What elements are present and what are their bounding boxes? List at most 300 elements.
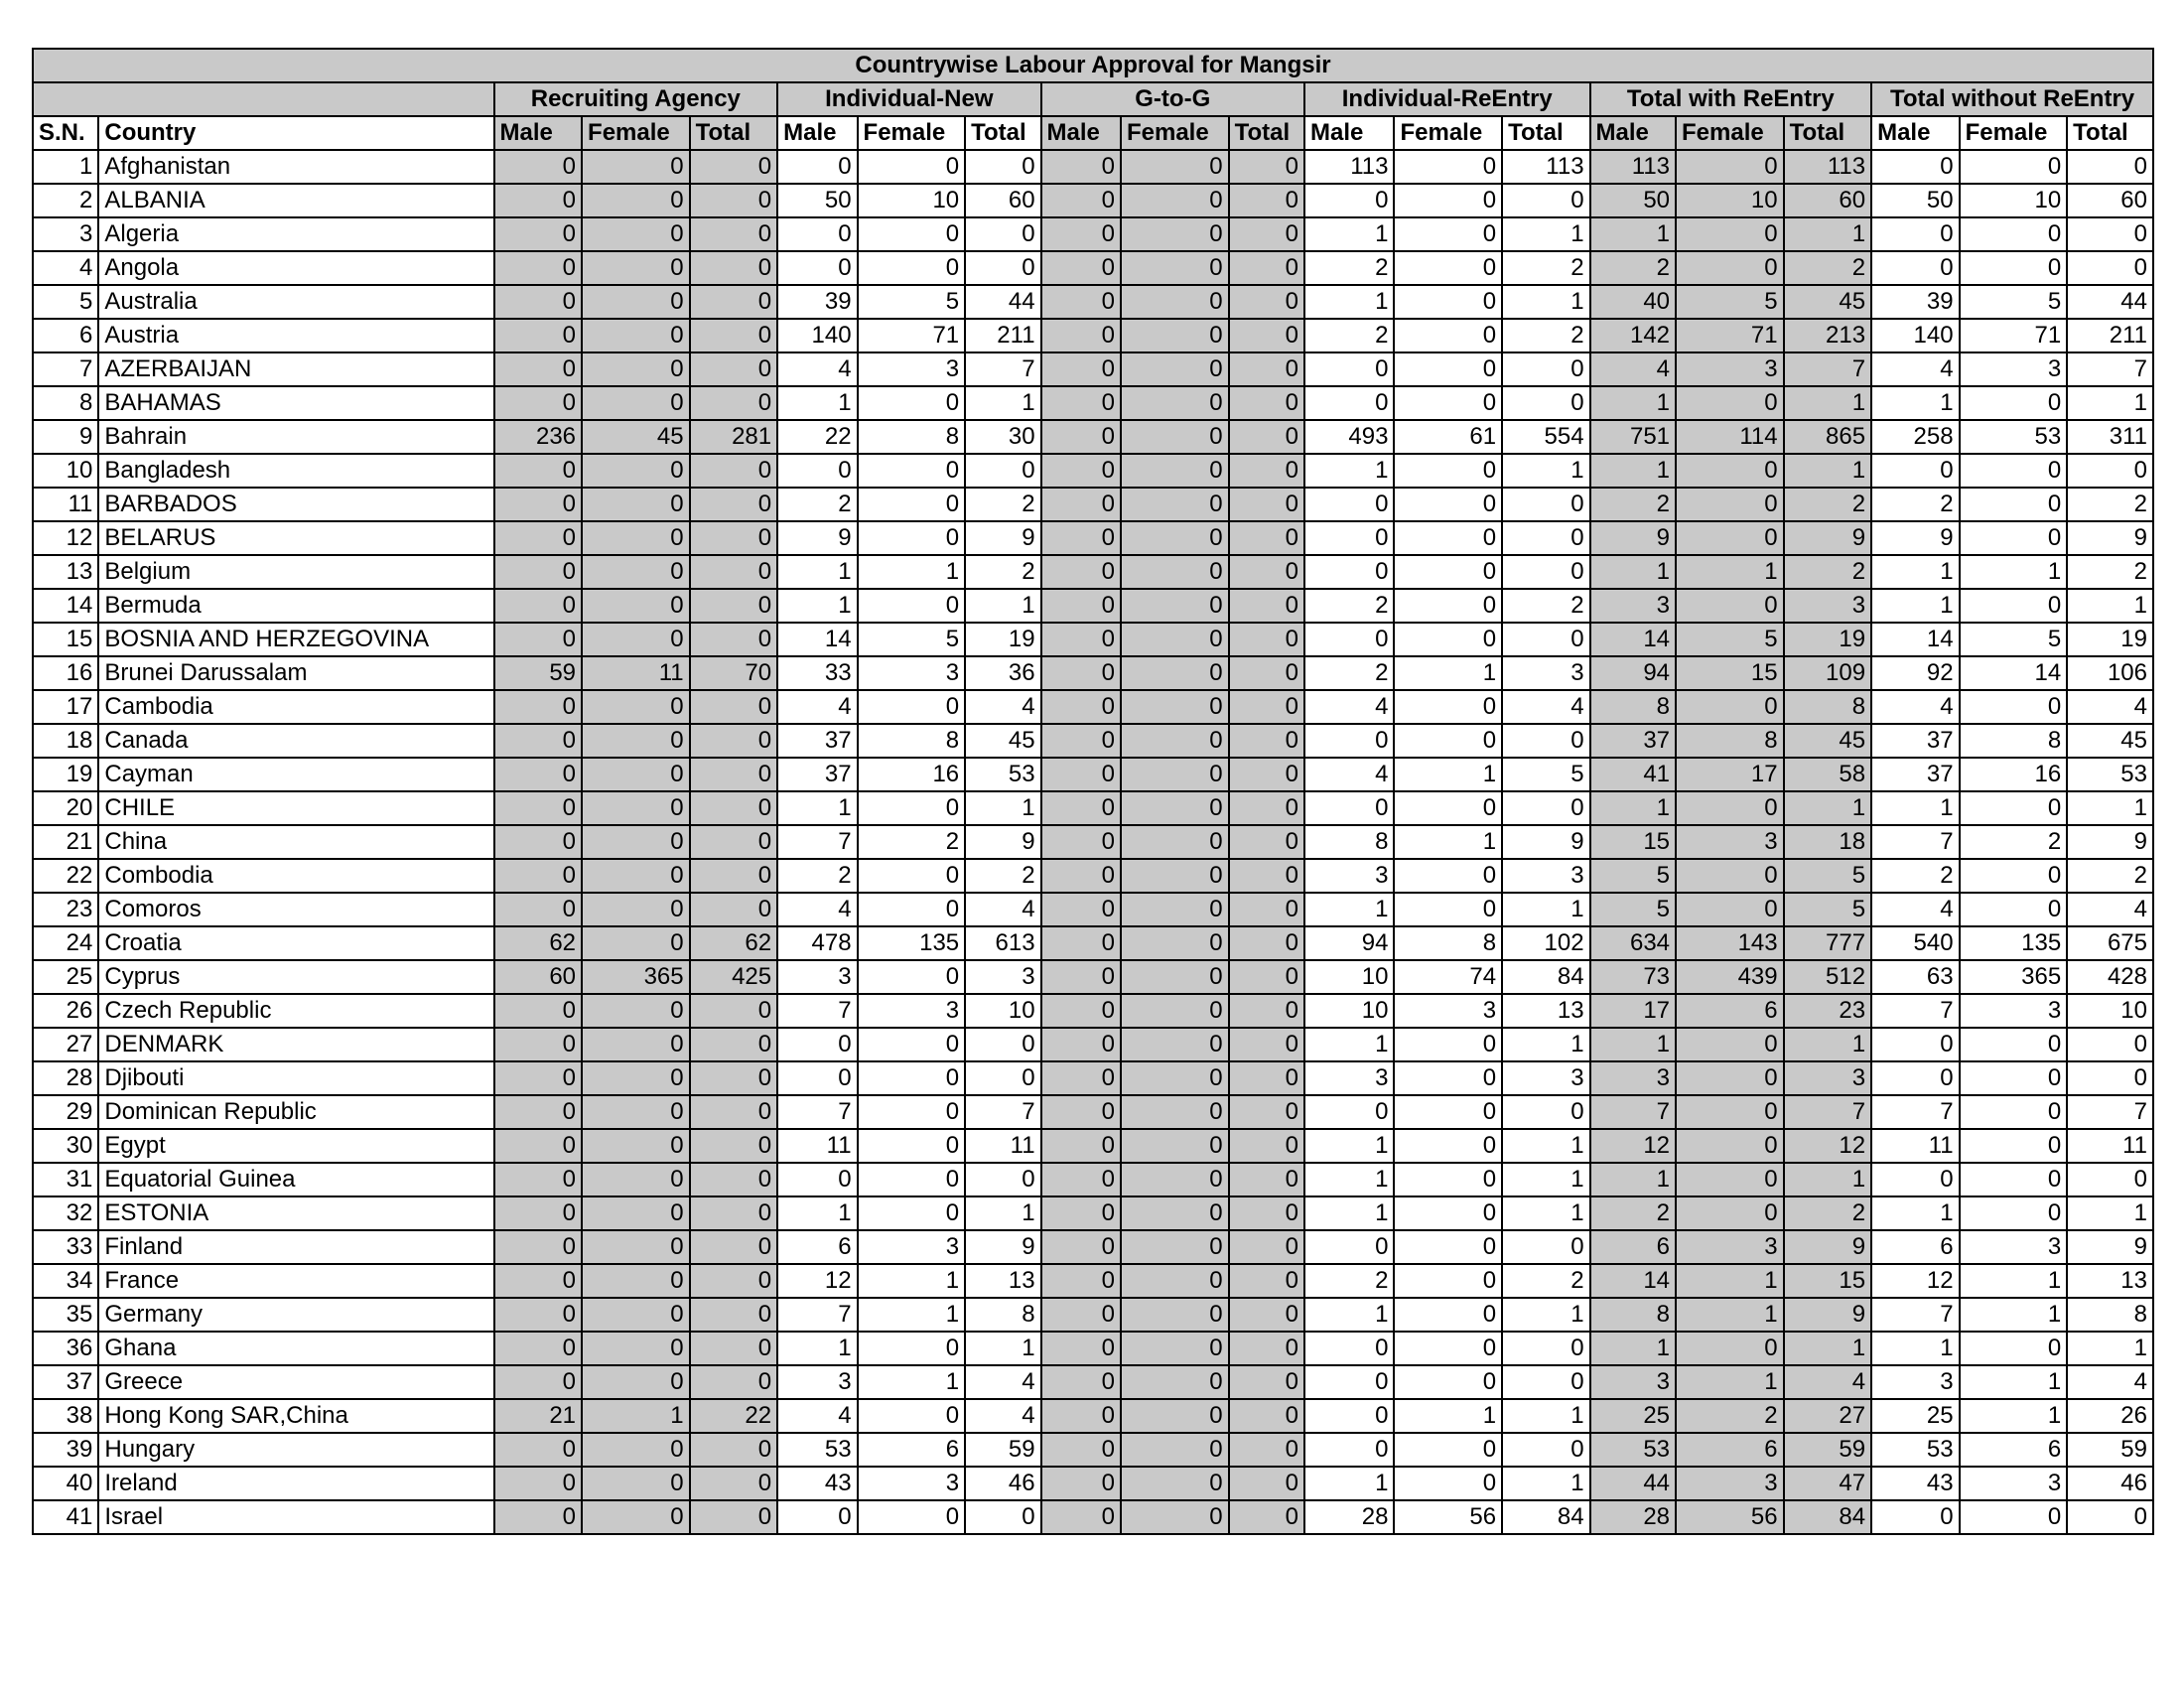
value-cell: 0 [1394,859,1502,893]
value-cell: 0 [582,1433,690,1467]
sn-header: S.N. [33,116,98,150]
value-cell: 140 [777,319,857,352]
value-cell: 1 [1304,454,1394,488]
value-cell: 0 [1229,724,1304,758]
value-cell: 1 [1502,1028,1589,1061]
value-cell: 0 [858,1129,966,1163]
value-cell: 2 [1960,825,2068,859]
value-cell: 1 [1590,1028,1676,1061]
value-cell: 0 [582,285,690,319]
value-cell: 70 [690,656,777,690]
value-cell: 2 [1784,251,1871,285]
value-cell: 4 [777,1399,857,1433]
value-cell: 0 [1229,150,1304,184]
value-cell: 0 [690,994,777,1028]
country-cell: Equatorial Guinea [98,1163,493,1196]
value-cell: 0 [1041,352,1121,386]
value-cell: 1 [965,386,1040,420]
country-cell: Belgium [98,555,493,589]
value-cell: 0 [1676,1196,1784,1230]
value-cell: 59 [965,1433,1040,1467]
value-cell: 10 [2067,994,2153,1028]
value-cell: 1 [2067,589,2153,623]
value-cell: 3 [1960,994,2068,1028]
value-cell: 0 [1960,1196,2068,1230]
value-cell: 10 [1676,184,1784,217]
value-cell: 2 [1304,251,1394,285]
value-cell: 0 [1304,724,1394,758]
value-cell: 0 [690,1028,777,1061]
value-cell: 4 [2067,1365,2153,1399]
serial-number-cell: 41 [33,1500,98,1534]
value-cell: 0 [582,690,690,724]
value-cell: 0 [965,1028,1040,1061]
value-cell: 10 [1304,994,1394,1028]
country-cell: Cambodia [98,690,493,724]
value-cell: 0 [858,690,966,724]
value-cell: 0 [690,791,777,825]
value-cell: 2 [2067,859,2153,893]
value-cell: 1 [1502,285,1589,319]
value-cell: 33 [777,656,857,690]
value-cell: 0 [582,521,690,555]
value-cell: 0 [494,1264,582,1298]
value-cell: 0 [777,1028,857,1061]
value-cell: 1 [965,1196,1040,1230]
value-cell: 0 [494,758,582,791]
value-cell: 53 [2067,758,2153,791]
value-cell: 0 [1041,926,1121,960]
value-cell: 58 [1784,758,1871,791]
value-cell: 0 [494,1196,582,1230]
value-cell: 5 [1960,623,2068,656]
value-cell: 1 [1871,555,1959,589]
value-cell: 0 [965,251,1040,285]
value-cell: 0 [1394,1163,1502,1196]
table-row [33,1196,2153,1230]
value-cell: 135 [858,926,966,960]
value-cell: 0 [1960,521,2068,555]
value-cell: 53 [1590,1433,1676,1467]
value-cell: 0 [1960,690,2068,724]
value-cell: 73 [1590,960,1676,994]
value-cell: 37 [1871,758,1959,791]
table-row [33,656,2153,690]
value-cell: 4 [1304,690,1394,724]
value-cell: 0 [1304,521,1394,555]
value-cell: 19 [2067,623,2153,656]
value-cell: 3 [1676,1467,1784,1500]
value-cell: 6 [1676,994,1784,1028]
value-cell: 493 [1304,420,1394,454]
country-cell: Bahrain [98,420,493,454]
value-cell: 6 [777,1230,857,1264]
value-cell: 0 [1502,352,1589,386]
table-row [33,555,2153,589]
value-cell: 1 [1590,1332,1676,1365]
value-cell: 60 [1784,184,1871,217]
value-cell: 102 [1502,926,1589,960]
labour-approval-table [32,48,2154,1535]
value-cell: 9 [1784,1298,1871,1332]
value-cell: 19 [1784,623,1871,656]
value-cell: 0 [582,251,690,285]
value-cell: 0 [1304,1230,1394,1264]
male-column-header: Male [1304,116,1394,150]
value-cell: 0 [582,724,690,758]
value-cell: 2 [1304,589,1394,623]
value-cell: 7 [1871,1095,1959,1129]
table-row [33,1264,2153,1298]
value-cell: 0 [690,1230,777,1264]
value-cell: 0 [1229,1264,1304,1298]
value-cell: 3 [1590,589,1676,623]
value-cell: 0 [1960,251,2068,285]
value-cell: 37 [1590,724,1676,758]
serial-number-cell: 19 [33,758,98,791]
country-cell: CHILE [98,791,493,825]
value-cell: 0 [1041,150,1121,184]
value-cell: 1 [1960,1264,2068,1298]
value-cell: 9 [1784,521,1871,555]
value-cell: 2 [1502,589,1589,623]
value-cell: 0 [1121,1399,1229,1433]
value-cell: 0 [1121,1129,1229,1163]
group-header-row [33,82,2153,116]
value-cell: 1 [1304,1163,1394,1196]
value-cell: 0 [1041,1332,1121,1365]
value-cell: 8 [1590,690,1676,724]
value-cell: 59 [494,656,582,690]
serial-number-cell: 6 [33,319,98,352]
value-cell: 213 [1784,319,1871,352]
value-cell: 0 [858,960,966,994]
country-cell: Czech Republic [98,994,493,1028]
value-cell: 0 [965,150,1040,184]
value-cell: 6 [1871,1230,1959,1264]
value-cell: 0 [494,1365,582,1399]
value-cell: 0 [690,1500,777,1534]
country-cell: Hungary [98,1433,493,1467]
value-cell: 0 [582,1365,690,1399]
value-cell: 0 [1229,960,1304,994]
female-column-header: Female [1960,116,2068,150]
value-cell: 0 [1394,1129,1502,1163]
value-cell: 8 [1676,724,1784,758]
value-cell: 0 [1041,893,1121,926]
total-column-header: Total [2067,116,2153,150]
value-cell: 0 [494,690,582,724]
value-cell: 28 [1304,1500,1394,1534]
serial-number-cell: 11 [33,488,98,521]
value-cell: 613 [965,926,1040,960]
value-cell: 1 [1676,1264,1784,1298]
value-cell: 0 [582,1500,690,1534]
value-cell: 0 [690,150,777,184]
value-cell: 0 [1121,1433,1229,1467]
value-cell: 0 [1041,1061,1121,1095]
value-cell: 0 [1041,285,1121,319]
value-cell: 0 [858,1061,966,1095]
value-cell: 0 [1229,1163,1304,1196]
value-cell: 281 [690,420,777,454]
value-cell: 0 [494,724,582,758]
value-cell: 0 [582,1264,690,1298]
value-cell: 9 [777,521,857,555]
value-cell: 0 [1121,420,1229,454]
value-cell: 0 [1960,1095,2068,1129]
value-cell: 0 [1394,319,1502,352]
value-cell: 0 [1229,285,1304,319]
value-cell: 45 [965,724,1040,758]
serial-number-cell: 7 [33,352,98,386]
value-cell: 0 [494,589,582,623]
value-cell: 1 [1871,1196,1959,1230]
value-cell: 0 [1960,859,2068,893]
value-cell: 1 [1590,555,1676,589]
value-cell: 28 [1590,1500,1676,1534]
value-cell: 0 [1871,217,1959,251]
value-cell: 777 [1784,926,1871,960]
table-row [33,386,2153,420]
value-cell: 0 [582,859,690,893]
value-cell: 0 [582,758,690,791]
value-cell: 22 [690,1399,777,1433]
value-cell: 0 [1394,285,1502,319]
value-cell: 92 [1871,656,1959,690]
value-cell: 1 [1676,1298,1784,1332]
value-cell: 6 [1590,1230,1676,1264]
value-cell: 7 [1871,825,1959,859]
value-cell: 15 [1590,825,1676,859]
value-cell: 0 [1041,791,1121,825]
value-cell: 1 [1784,386,1871,420]
serial-number-cell: 2 [33,184,98,217]
value-cell: 9 [2067,521,2153,555]
title-row [33,49,2153,82]
country-cell: Djibouti [98,1061,493,1095]
country-header: Country [98,116,493,150]
value-cell: 3 [777,960,857,994]
value-cell: 0 [690,1332,777,1365]
value-cell: 1 [1304,285,1394,319]
value-cell: 6 [1676,1433,1784,1467]
value-cell: 3 [858,994,966,1028]
serial-number-cell: 9 [33,420,98,454]
value-cell: 0 [494,521,582,555]
value-cell: 39 [1871,285,1959,319]
value-cell: 74 [1394,960,1502,994]
table-row [33,1061,2153,1095]
value-cell: 50 [1590,184,1676,217]
value-cell: 0 [1121,589,1229,623]
value-cell: 0 [858,893,966,926]
value-cell: 0 [1229,589,1304,623]
value-cell: 1 [858,555,966,589]
country-cell: Cayman [98,758,493,791]
value-cell: 0 [1229,825,1304,859]
value-cell: 0 [690,1365,777,1399]
value-cell: 0 [1960,791,2068,825]
value-cell: 5 [1960,285,2068,319]
value-cell: 0 [1229,893,1304,926]
total-column-header: Total [1502,116,1589,150]
value-cell: 2 [1871,488,1959,521]
value-cell: 0 [1304,791,1394,825]
country-cell: Germany [98,1298,493,1332]
value-cell: 0 [1041,1028,1121,1061]
value-cell: 12 [1784,1129,1871,1163]
value-cell: 0 [1121,488,1229,521]
value-cell: 0 [1394,1365,1502,1399]
value-cell: 1 [1676,1365,1784,1399]
value-cell: 45 [582,420,690,454]
value-cell: 634 [1590,926,1676,960]
value-cell: 1 [1784,1028,1871,1061]
value-cell: 22 [777,420,857,454]
total-column-header: Total [1784,116,1871,150]
serial-number-cell: 14 [33,589,98,623]
value-cell: 0 [582,319,690,352]
serial-number-cell: 28 [33,1061,98,1095]
value-cell: 0 [494,285,582,319]
value-cell: 0 [1121,184,1229,217]
value-cell: 14 [1590,1264,1676,1298]
value-cell: 0 [1394,1028,1502,1061]
value-cell: 7 [1871,994,1959,1028]
value-cell: 0 [1502,1230,1589,1264]
value-cell: 2 [1502,251,1589,285]
value-cell: 0 [1394,1095,1502,1129]
value-cell: 4 [1784,1365,1871,1399]
value-cell: 60 [2067,184,2153,217]
value-cell: 9 [1502,825,1589,859]
value-cell: 0 [494,994,582,1028]
value-cell: 0 [582,589,690,623]
value-cell: 0 [858,589,966,623]
value-cell: 0 [2067,251,2153,285]
value-cell: 0 [1502,386,1589,420]
value-cell: 7 [1784,1095,1871,1129]
value-cell: 0 [690,589,777,623]
value-cell: 0 [1304,1332,1394,1365]
value-cell: 0 [1871,251,1959,285]
value-cell: 0 [965,454,1040,488]
country-cell: Australia [98,285,493,319]
country-cell: Egypt [98,1129,493,1163]
value-cell: 0 [1229,319,1304,352]
value-cell: 0 [858,1095,966,1129]
value-cell: 0 [494,150,582,184]
value-cell: 8 [965,1298,1040,1332]
value-cell: 0 [1121,960,1229,994]
value-cell: 4 [2067,690,2153,724]
value-cell: 478 [777,926,857,960]
value-cell: 2 [1502,1264,1589,1298]
value-cell: 11 [777,1129,857,1163]
value-cell: 0 [1229,1028,1304,1061]
table-row [33,352,2153,386]
serial-number-cell: 37 [33,1365,98,1399]
value-cell: 14 [1871,623,1959,656]
value-cell: 0 [1394,1332,1502,1365]
serial-number-cell: 36 [33,1332,98,1365]
value-cell: 0 [494,386,582,420]
value-cell: 0 [582,1061,690,1095]
serial-number-cell: 21 [33,825,98,859]
value-cell: 0 [1229,1095,1304,1129]
value-cell: 0 [494,1163,582,1196]
value-cell: 0 [582,1332,690,1365]
value-cell: 0 [858,521,966,555]
value-cell: 1 [2067,1332,2153,1365]
value-cell: 3 [1502,1061,1589,1095]
value-cell: 0 [2067,1061,2153,1095]
serial-number-cell: 12 [33,521,98,555]
value-cell: 41 [1590,758,1676,791]
country-cell: Afghanistan [98,150,493,184]
value-cell: 56 [1676,1500,1784,1534]
value-cell: 0 [2067,217,2153,251]
value-cell: 0 [690,1467,777,1500]
value-cell: 3 [858,352,966,386]
serial-number-cell: 23 [33,893,98,926]
value-cell: 0 [777,1061,857,1095]
value-cell: 0 [582,893,690,926]
table-row [33,1129,2153,1163]
value-cell: 1 [1960,555,2068,589]
value-cell: 0 [1229,521,1304,555]
value-cell: 0 [582,1467,690,1500]
country-cell: DENMARK [98,1028,493,1061]
value-cell: 1 [1590,1163,1676,1196]
male-column-header: Male [1871,116,1959,150]
value-cell: 0 [1041,589,1121,623]
table-row [33,488,2153,521]
value-cell: 1 [1871,791,1959,825]
value-cell: 0 [582,454,690,488]
table-row [33,319,2153,352]
value-cell: 25 [1590,1399,1676,1433]
value-cell: 0 [1229,184,1304,217]
value-cell: 1 [1502,454,1589,488]
value-cell: 11 [1871,1129,1959,1163]
value-cell: 23 [1784,994,1871,1028]
value-cell: 0 [1304,386,1394,420]
value-cell: 1 [1502,217,1589,251]
value-cell: 0 [1394,1298,1502,1332]
value-cell: 0 [1502,1332,1589,1365]
value-cell: 10 [1304,960,1394,994]
value-cell: 0 [1121,1500,1229,1534]
value-cell: 0 [1394,488,1502,521]
table-row [33,454,2153,488]
value-cell: 7 [777,825,857,859]
value-cell: 1 [1784,791,1871,825]
value-cell: 2 [1590,1196,1676,1230]
value-cell: 44 [2067,285,2153,319]
female-column-header: Female [1394,116,1502,150]
value-cell: 3 [858,1467,966,1500]
value-cell: 4 [2067,893,2153,926]
value-cell: 0 [1394,893,1502,926]
value-cell: 0 [1676,690,1784,724]
value-cell: 2 [1304,1264,1394,1298]
serial-number-cell: 33 [33,1230,98,1264]
value-cell: 0 [1960,1163,2068,1196]
value-cell: 0 [494,319,582,352]
value-cell: 0 [1871,1028,1959,1061]
